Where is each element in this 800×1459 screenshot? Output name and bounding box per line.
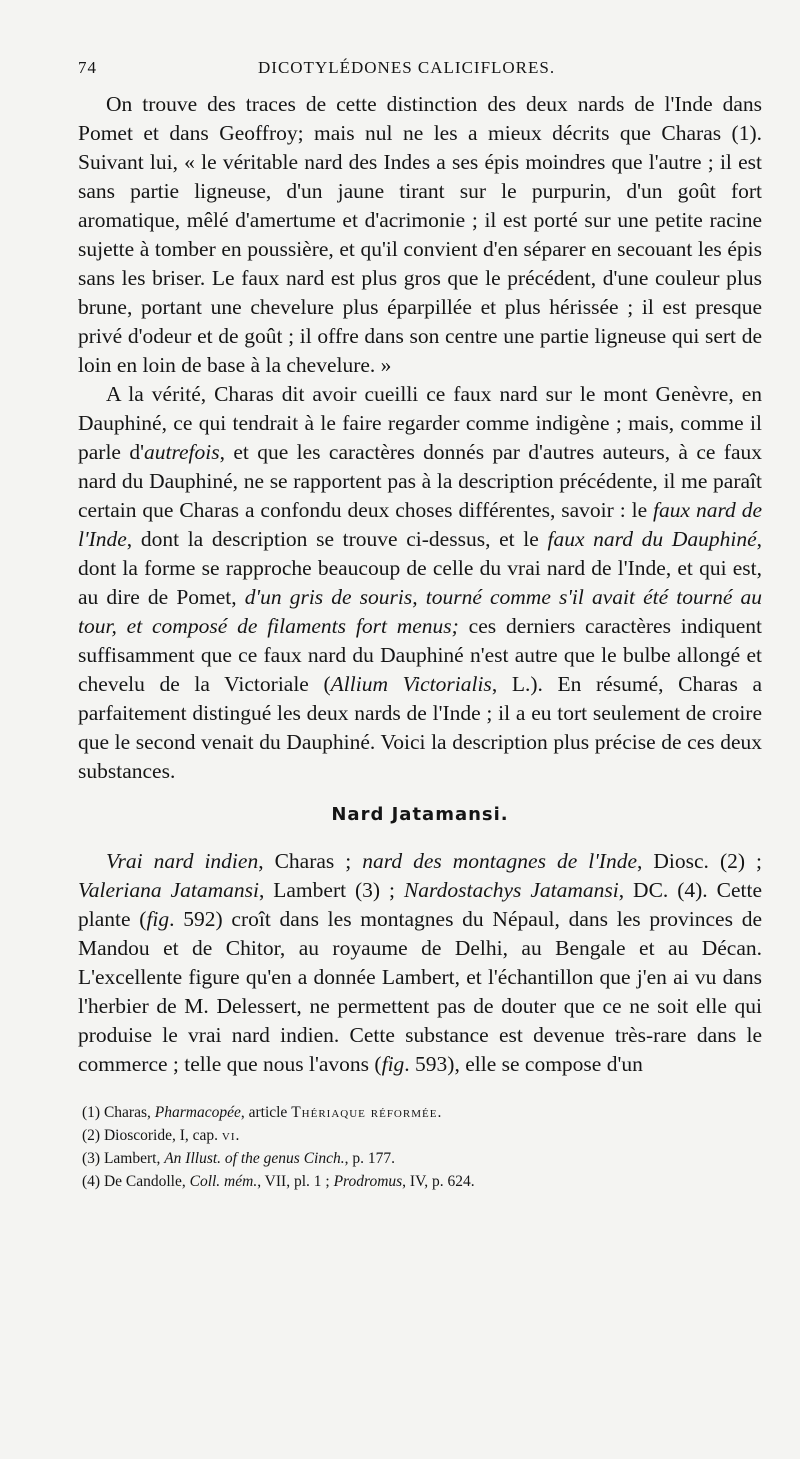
paragraph: On trouve des traces de cette distinction des deux nards de l'Inde dans Pomet et dans Geoffroy; mais nul ne les a mieux décrits que Charas (1). Suivant lui, « le véritable nard des Indes a ses épis moindres que l'autre ; il est sans partie ligneuse, d'un jaune tirant sur le purpurin, d'un goût fort aromatique, mêlé d'amertume et d'acrimonie ; il est porté sur une petite racine sujette à tomber en poussière, et qu'il convient d'en séparer en secouant les épis sans les briser. Le faux nard est plus gros que le précédent, d'une couleur plus brune, portant une chevelure plus éparpillée et plus hérissée ; il est presque privé d'odeur et de goût ; il offre dans son centre une partie ligneuse qui sert de loin en loin de base à la chevelure. » [78,92,762,377]
section-title: Nard Jatamansi. [331,804,509,825]
footnotes [78,1101,762,1193]
footnote: (2) Dioscoride, I, cap. vi. [82,1127,240,1144]
body-text [78,90,762,1079]
running-header [78,50,762,90]
footnote: (4) De Candolle, Coll. mém., VII, pl. 1 ; Prodromus, IV, p. 624. [82,1173,475,1190]
page-number: 74 [78,58,97,77]
paragraph: A la vérité, Charas dit avoir cueilli ce faux nard sur le mont Genèvre, en Dauphiné, ce qui tendrait à le faire regarder comme indigène ; mais, comme il parle d'autrefois, et que les caractères donnés par d'autres auteurs, à ce faux nard du Dauphiné, ne se rapportent pas à la description précédente, il me paraît certain que Charas a confondu deux choses différentes, savoir : le faux nard de l'Inde, dont la description se trouve ci-dessus, et le faux nard du Dauphiné, dont la forme se rapproche beaucoup de celle du vrai nard de l'Inde, et qui est, au dire de Pomet, d'un gris de souris, tourné comme s'il avait été tourné au tour, et composé de filaments fort menus; ces derniers caractères indiquent suffisamment que ce faux nard du Dauphiné n'est autre que le bulbe allongé et chevelu de la Victoriale (Allium Victorialis, L.). En résumé, Charas a parfaitement distingué les deux nards de l'Inde ; il a eu tort seulement de croire que le second venait du Dauphiné. Voici la description plus précise de ces deux substances. [78,382,762,783]
footnote: (1) Charas, Pharmacopée, article Thériaque réformée. [82,1104,442,1121]
paragraph: Vrai nard indien, Charas ; nard des montagnes de l'Inde, Diosc. (2) ; Valeriana Jatamansi, Lambert (3) ; Nardostachys Jatamansi, DC. (4). Cette plante (fig. 592) croît dans les montagnes du Népaul, dans les provinces de Mandou et de Chitor, au royaume de Delhi, au Bengale et au Décan. L'excellente figure qu'en a donnée Lambert, et l'échantillon que j'en ai vu dans l'herbier de M. Delessert, ne permettent pas de douter que ce ne soit elle qui produise le vrai nard indien. Cette substance est devenue très-rare dans le commerce ; telle que nous l'avons (fig. 593), elle se compose d'un [78,849,762,1076]
footnote: (3) Lambert, An Illust. of the genus Cinch., p. 177. [82,1150,395,1167]
running-title: DICOTYLÉDONES CALICIFLORES. [258,58,556,77]
